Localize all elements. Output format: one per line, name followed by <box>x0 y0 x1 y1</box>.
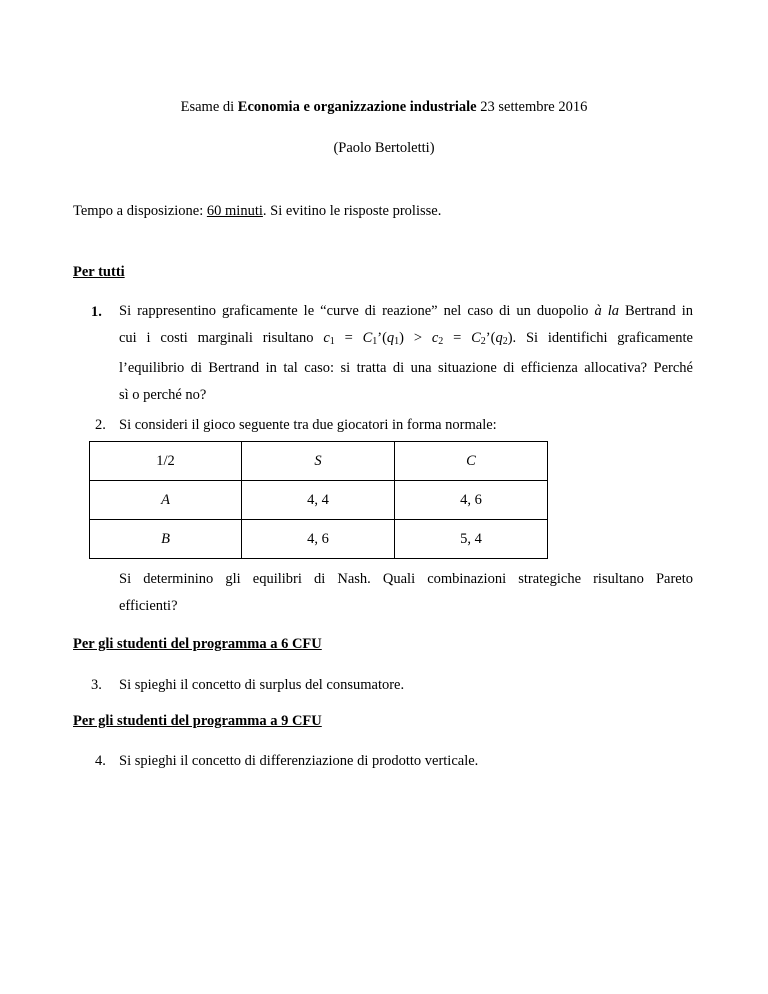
q1-c2: c <box>431 329 439 346</box>
q1-sub2: 2 <box>438 335 444 347</box>
table-corner: 1/2 <box>90 442 242 481</box>
q1-eq1: = <box>334 329 363 346</box>
table-cell: 4, 6 <box>242 520 395 559</box>
instructions-prefix: Tempo a disposizione: <box>73 203 207 219</box>
q1-text-b: Bertrand in <box>618 303 693 319</box>
q2-number: 2. <box>95 417 106 433</box>
q1-qvar1: q <box>386 329 395 346</box>
table-cell: 4, 4 <box>242 481 395 520</box>
q4-text: Si spieghi il concetto di differenziazione di prodotto verticale. <box>119 753 479 769</box>
q1-sub2b: 2 <box>480 335 486 347</box>
instructions <box>73 203 441 220</box>
q1-italic: à la <box>594 303 619 319</box>
table-header-row <box>90 442 548 481</box>
q1-text-a: Si rappresentino graficamente le “curve di reazione” nel caso di un duopolio <box>119 303 595 319</box>
q2-followup-line1: Si determinino gli equilibri di Nash. Quali combinazioni strategiche risultano Pareto <box>119 571 693 587</box>
q3-text: Si spieghi il concetto di surplus del consumatore. <box>119 677 405 693</box>
col-header-s: S <box>242 442 395 481</box>
q1-line2-post: ). Si identifichi graficamente <box>507 329 693 346</box>
section-six-cfu: Per gli studenti del programma a 6 CFU <box>73 636 322 652</box>
row-label-b: B <box>90 520 242 559</box>
q1-c1: c <box>323 329 330 346</box>
q1-line2 <box>119 325 693 356</box>
q1-eq2: = <box>443 329 472 346</box>
table-cell: 4, 6 <box>395 481 548 520</box>
section-nine-cfu: Per gli studenti del programma a 9 CFU <box>73 713 322 729</box>
q1-open2: ’( <box>485 329 496 346</box>
q1-line1 <box>119 298 693 325</box>
q1-sub2c: 2 <box>502 335 508 347</box>
course-name: Economia e organizzazione industriale <box>237 99 477 115</box>
q2-followup-line2: efficienti? <box>119 597 178 614</box>
col-header-c: C <box>395 442 548 481</box>
section-all: Per tutti <box>73 264 125 280</box>
table-row <box>90 481 548 520</box>
q1-C1: C <box>362 329 373 346</box>
q1-line4: sì o perché no? <box>119 386 207 403</box>
exam-title <box>0 99 768 116</box>
exam-date: 23 settembre 2016 <box>476 99 588 115</box>
time-limit: 60 minuti <box>206 203 263 219</box>
instructions-suffix: . Si evitino le risposte prolisse. <box>262 203 442 219</box>
q1-C2: C <box>471 329 481 346</box>
q3-number: 3. <box>91 677 102 693</box>
q1-text <box>119 298 693 408</box>
q1-qvar2: q <box>495 329 503 346</box>
q1-line3: l’equilibrio di Bertrand in tal caso: si tratta di una situazione di efficienza allocativa? Perché <box>119 360 693 376</box>
q1-sub1: 1 <box>329 335 335 347</box>
q1-sub1c: 1 <box>394 335 400 347</box>
q1-gt: ) > <box>399 329 432 346</box>
table-cell: 5, 4 <box>395 520 548 559</box>
q1-line2-pre: cui i costi marginali risultano <box>119 329 324 346</box>
row-label-a: A <box>90 481 242 520</box>
q1-number: 1. <box>91 304 102 320</box>
author: (Paolo Bertoletti) <box>333 140 435 156</box>
title-prefix: Esame di <box>180 99 238 115</box>
q2-text: Si consideri il gioco seguente tra due giocatori in forma normale: <box>119 417 497 433</box>
q1-open1: ’( <box>377 329 387 346</box>
table-row <box>90 520 548 559</box>
game-payoff-table <box>89 441 548 559</box>
q1-sub1b: 1 <box>372 335 378 347</box>
q2-followup <box>119 566 693 619</box>
q4-number: 4. <box>95 753 106 769</box>
